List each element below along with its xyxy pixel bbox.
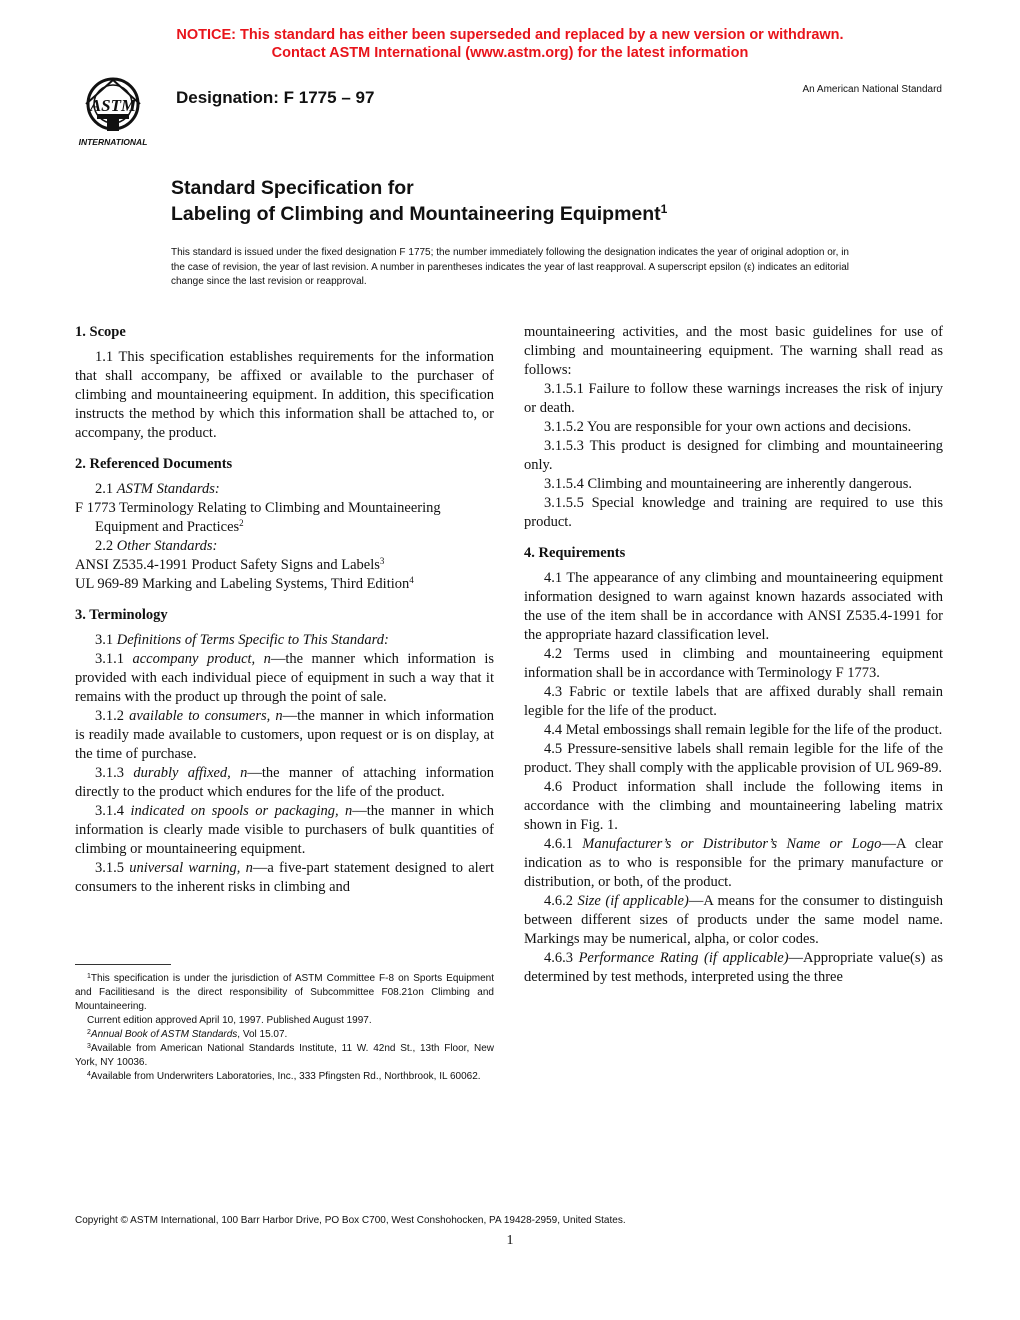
def-3-1-3-num: 3.1.3 xyxy=(95,765,134,781)
notice-line-2: Contact ASTM International (www.astm.org) for the latest information xyxy=(271,45,749,61)
para-2-2-num: 2.2 xyxy=(95,538,117,554)
def-3-1-2 xyxy=(75,707,494,764)
para-4-6-3 xyxy=(524,949,943,987)
title-footnote-ref: 1 xyxy=(660,202,668,216)
para-2-1 xyxy=(75,480,494,499)
para-2-1-label: ASTM Standards: xyxy=(116,481,220,497)
def-3-1-4-term: indicated on spools or packaging, n xyxy=(130,803,353,819)
section-refdocs-heading: 2. Referenced Documents xyxy=(75,456,233,472)
para-4-6-2-term: Size (if applicable) xyxy=(577,893,689,909)
def-3-1-1-num: 3.1.1 xyxy=(95,651,133,667)
ref-f1773-text: F 1773 Terminology Relating to Climbing and Mountaineering Equipment and Practices xyxy=(75,500,441,535)
def-3-1-5 xyxy=(75,859,494,897)
footnote-4-num: 4 xyxy=(87,1071,91,1078)
para-4-6-3-term: Performance Rating (if applicable) xyxy=(578,950,789,966)
section-requirements-heading: 4. Requirements xyxy=(524,545,626,561)
ref-ul-fn: 4 xyxy=(409,575,414,585)
para-4-6: 4.6 Product information shall include the following items in accordance with the climbing and mountaineering labeling matrix shown in Fig. 1. xyxy=(524,779,943,833)
def-3-1-1 xyxy=(75,650,494,707)
designation: Designation: F 1775 – 97 xyxy=(176,88,375,107)
def-3-1-2-num: 3.1.2 xyxy=(95,708,130,724)
def-3-1-4-num: 3.1.4 xyxy=(95,803,131,819)
para-4-6-2-num: 4.6.2 xyxy=(544,893,578,909)
para-4-6-2 xyxy=(524,892,943,949)
ref-ul-text: UL 969-89 Marking and Labeling Systems, Third Edition xyxy=(75,576,410,592)
para-4-6-1 xyxy=(524,835,943,892)
ref-ansi-fn: 3 xyxy=(379,556,385,566)
astm-logo-icon xyxy=(64,74,162,150)
para-4-6-2-text: —A means for the consumer to distinguish between different sizes of products under the same model name. Markings may be numerical, alpha, or color codes. xyxy=(524,893,944,947)
para-4-2: 4.2 Terms used in climbing and mountaineering equipment information shall be in accordance with Terminology F 1773. xyxy=(524,646,943,681)
footnote-1 xyxy=(75,972,494,1014)
para-2-1-num: 2.1 xyxy=(95,481,117,497)
def-3-1-2-text: —the manner in which information is readily made available to customers, upon request or is on display, at the time of purchase. xyxy=(75,708,494,762)
def-3-1-4 xyxy=(75,802,494,859)
astm-logo xyxy=(64,74,162,150)
ref-f1773 xyxy=(75,499,494,537)
footnote-2-num: 2 xyxy=(87,1029,91,1036)
def-3-1-5-text: —a five-part statement designed to alert consumers to the inherent risks in climbing and xyxy=(75,860,495,895)
footnote-3-num: 3 xyxy=(87,1043,91,1050)
right-column xyxy=(524,323,943,987)
def-3-1-3 xyxy=(75,764,494,802)
document-title xyxy=(171,175,667,227)
page-number: 1 xyxy=(506,1233,514,1248)
para-4-6-1-num: 4.6.1 xyxy=(544,836,583,852)
para-2-2 xyxy=(75,537,494,556)
footnote-2-text: Annual Book of ASTM Standards xyxy=(90,1029,238,1040)
def-3-1-4-text: —the manner in which information is clearly made visible to purchasers of bulk quantities of climbing or mountaineering equipment. xyxy=(75,803,494,857)
notice-line-1: NOTICE: This standard has either been superseded and replaced by a new version or withdrawn. xyxy=(176,27,844,43)
footnote-2-vol: , Vol 15.07. xyxy=(237,1029,288,1040)
para-3-1 xyxy=(75,631,494,650)
para-2-2-label: Other Standards: xyxy=(116,538,218,554)
para-4-3: 4.3 Fabric or textile labels that are affixed durably shall remain legible for the life of the product. xyxy=(524,684,943,719)
footnote-3-text: Available from American National Standards Institute, 11 W. 42nd St., 13th Floor, New York, NY 10036. xyxy=(75,1043,494,1068)
title-line-2-text: Labeling of Climbing and Mountaineering Equipment xyxy=(171,203,661,225)
title-line-1: Standard Specification for xyxy=(171,177,414,199)
para-4-6-1-text: —A clear indication as to who is responsible for the primary manufacture or distribution, or both, of the product. xyxy=(524,836,944,890)
para-3-1-num: 3.1 xyxy=(95,632,117,648)
def-3-1-3-term: durably affixed, n xyxy=(133,765,248,781)
logo-tagline: INTERNATIONAL xyxy=(78,137,148,147)
logo-letters: ASTM xyxy=(89,96,137,115)
para-4-6-3-num: 4.6.3 xyxy=(544,950,579,966)
def-3-1-3-text: —the manner of attaching information directly to the product which endures for the life of the product. xyxy=(75,765,494,800)
footnote-rule xyxy=(75,964,171,965)
ref-ansi xyxy=(75,556,494,575)
footnote-1-num: 1 xyxy=(87,973,91,980)
def-3-1-2-term: available to consumers, n xyxy=(129,708,283,724)
footnote-4-text: Available from Underwriters Laboratories, Inc., 333 Pfingsten Rd., Northbrook, IL 60062. xyxy=(90,1071,481,1082)
para-4-4: 4.4 Metal embossings shall remain legible for the life of the product. xyxy=(544,722,943,738)
def-3-1-5-num: 3.1.5 xyxy=(95,860,130,876)
para-4-6-3-text: —Appropriate value(s) as determined by test methods, interpreted using the three xyxy=(524,950,943,985)
section-terminology-heading: 3. Terminology xyxy=(75,607,168,623)
footnote-1-text: This specification is under the jurisdiction of ASTM Committee F-8 on Sports Equipment and Facilitiesand is the direct responsibility of Subcommittee F08.21on Climbing and Mountaineering. xyxy=(75,973,494,1012)
footnotes xyxy=(75,964,494,1084)
copyright: Copyright © ASTM International, 100 Barr Harbor Drive, PO Box C700, West Conshohocken, PA 19428-2959, United States. xyxy=(75,1215,626,1226)
footnote-4 xyxy=(75,1070,494,1084)
ref-f1773-fn: 2 xyxy=(239,518,244,528)
warning-3-1-5-4: 3.1.5.4 Climbing and mountaineering are inherently dangerous. xyxy=(544,476,913,492)
warning-3-1-5-2: 3.1.5.2 You are responsible for your own actions and decisions. xyxy=(544,419,912,435)
superseded-notice xyxy=(0,26,1020,62)
footnote-3 xyxy=(75,1042,494,1070)
para-4-5: 4.5 Pressure-sensitive labels shall remain legible for the life of the product. They shall comply with the applicable provision of UL 969-89. xyxy=(524,741,943,776)
section-scope-heading: 1. Scope xyxy=(75,324,126,340)
def-3-1-1-term: accompany product, n xyxy=(132,651,271,667)
def-3-1-5-term: universal warning, n xyxy=(129,860,253,876)
def-3-1-1-text: —the manner which information is provided with each individual piece of equipment in such a way that it remains with the product up through the point of sale. xyxy=(75,651,494,705)
para-4-1: 4.1 The appearance of any climbing and mountaineering equipment information designed to warn against known hazards associated with the use of the item shall be in accordance with ANSI Z535.4-1991 for the appropriate hazard classification level. xyxy=(524,570,943,643)
para-1-1: 1.1 This specification establishes requirements for the information that shall accompany, be affixed or available to the purchaser of climbing and mountaineering equipment. In addition, this specification instructs the method by which this information shall be attached to, or accompany, the product. xyxy=(75,349,494,441)
title-line-2 xyxy=(171,201,667,227)
warning-3-1-5-5: 3.1.5.5 Special knowledge and training are required to use this product. xyxy=(524,495,943,530)
issuance-note: This standard is issued under the fixed designation F 1775; the number immediately following the designation indicates the year of original adoption or, in the case of revision, the year of last revision. A number in parentheses indicates the year of last reapproval. A superscript epsilon (ε) indicates an editorial change since the last revision or reapproval. xyxy=(171,247,849,287)
ref-ansi-text: ANSI Z535.4-1991 Product Safety Signs and Labels xyxy=(75,557,380,573)
para-3-1-label: Definitions of Terms Specific to This Standard: xyxy=(116,632,389,648)
ref-ul xyxy=(75,575,494,594)
footnote-1b: Current edition approved April 10, 1997. Published August 1997. xyxy=(87,1015,372,1026)
warning-3-1-5-3: 3.1.5.3 This product is designed for climbing and mountaineering only. xyxy=(524,438,943,473)
para-4-6-1-term: Manufacturer’s or Distributor’s Name or Logo xyxy=(582,836,882,852)
national-standard-label: An American National Standard xyxy=(802,84,942,95)
footnote-2 xyxy=(75,1028,494,1042)
warning-3-1-5-1: 3.1.5.1 Failure to follow these warnings increases the risk of injury or death. xyxy=(524,381,943,416)
left-column xyxy=(75,323,494,897)
para-3-1-5-cont: mountaineering activities, and the most basic guidelines for use of climbing and mountaineering equipment. The warning shall read as follows: xyxy=(524,324,943,378)
